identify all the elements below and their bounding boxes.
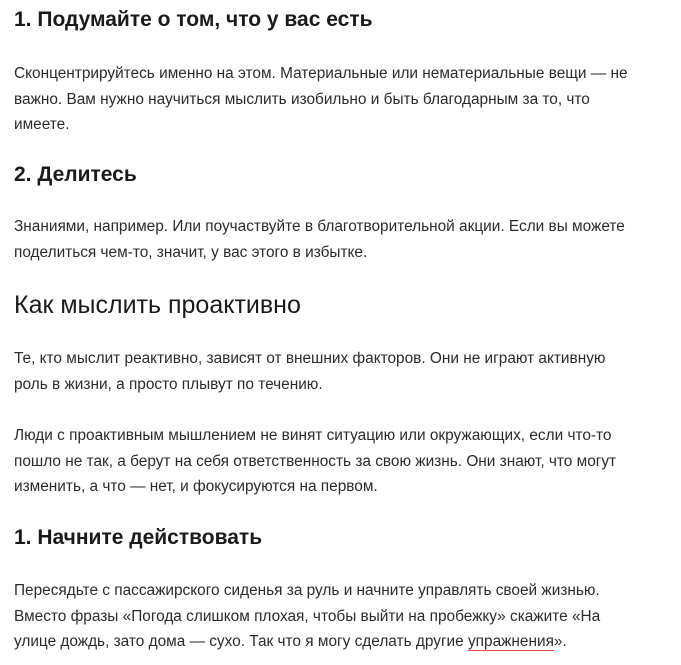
paragraph-line: Люди с проактивным мышлением не винят ситуацию или окружающих, если что-то xyxy=(14,427,612,444)
heading-share: 2. Делитесь xyxy=(14,163,137,186)
paragraph-start-acting xyxy=(14,578,674,655)
paragraph-line: Те, кто мыслит реактивно, зависят от внешних факторов. Они не играют активную xyxy=(14,350,606,367)
heading-think-about-what-you-have: 1. Подумайте о том, что у вас есть xyxy=(14,8,373,31)
paragraph-line: важно. Вам нужно научиться мыслить изобильно и быть благодарным за то, что xyxy=(14,90,590,108)
paragraph-share xyxy=(14,214,674,265)
heading-start-acting: 1. Начните действовать xyxy=(14,526,263,549)
paragraph-line: Пересядьте с пассажирского сиденья за руль и начните управлять своей жизнью. xyxy=(14,582,600,599)
paragraph-line: пошло не так, а берут на себя ответственность за свою жизнь. Они знают, что могут xyxy=(14,452,617,470)
paragraph-proactive-people xyxy=(14,423,674,500)
paragraph-line: имеете. xyxy=(14,116,70,133)
paragraph-line: роль в жизни, а просто плывут по течению. xyxy=(14,375,323,393)
paragraph-reactive-thinking xyxy=(14,346,674,397)
paragraph-line: Вместо фразы «Погода слишком плохая, чтобы выйти на пробежку» скажите «На xyxy=(14,607,601,625)
paragraph-line: Сконцентрируйтесь именно на этом. Материальные или нематериальные вещи — не xyxy=(14,65,628,82)
paragraph-text: ». xyxy=(553,633,567,650)
paragraph-line: изменить, а что — нет, и фокусируются на первом. xyxy=(14,478,378,495)
paragraph-line xyxy=(14,629,674,655)
paragraph-text: улице дождь, зато дома — сухо. Так что я могу сделать другие xyxy=(14,633,468,650)
paragraph-line: Знаниями, например. Или поучаствуйте в благотворительной акции. Если вы можете xyxy=(14,218,625,235)
heading-how-to-think-proactively: Как мыслить проактивно xyxy=(14,291,301,319)
exercises-link[interactable]: упражнения xyxy=(467,633,554,650)
paragraph-think-about-what-you-have xyxy=(14,61,674,138)
paragraph-line: поделиться чем-то, значит, у вас этого в избытке. xyxy=(14,243,368,261)
